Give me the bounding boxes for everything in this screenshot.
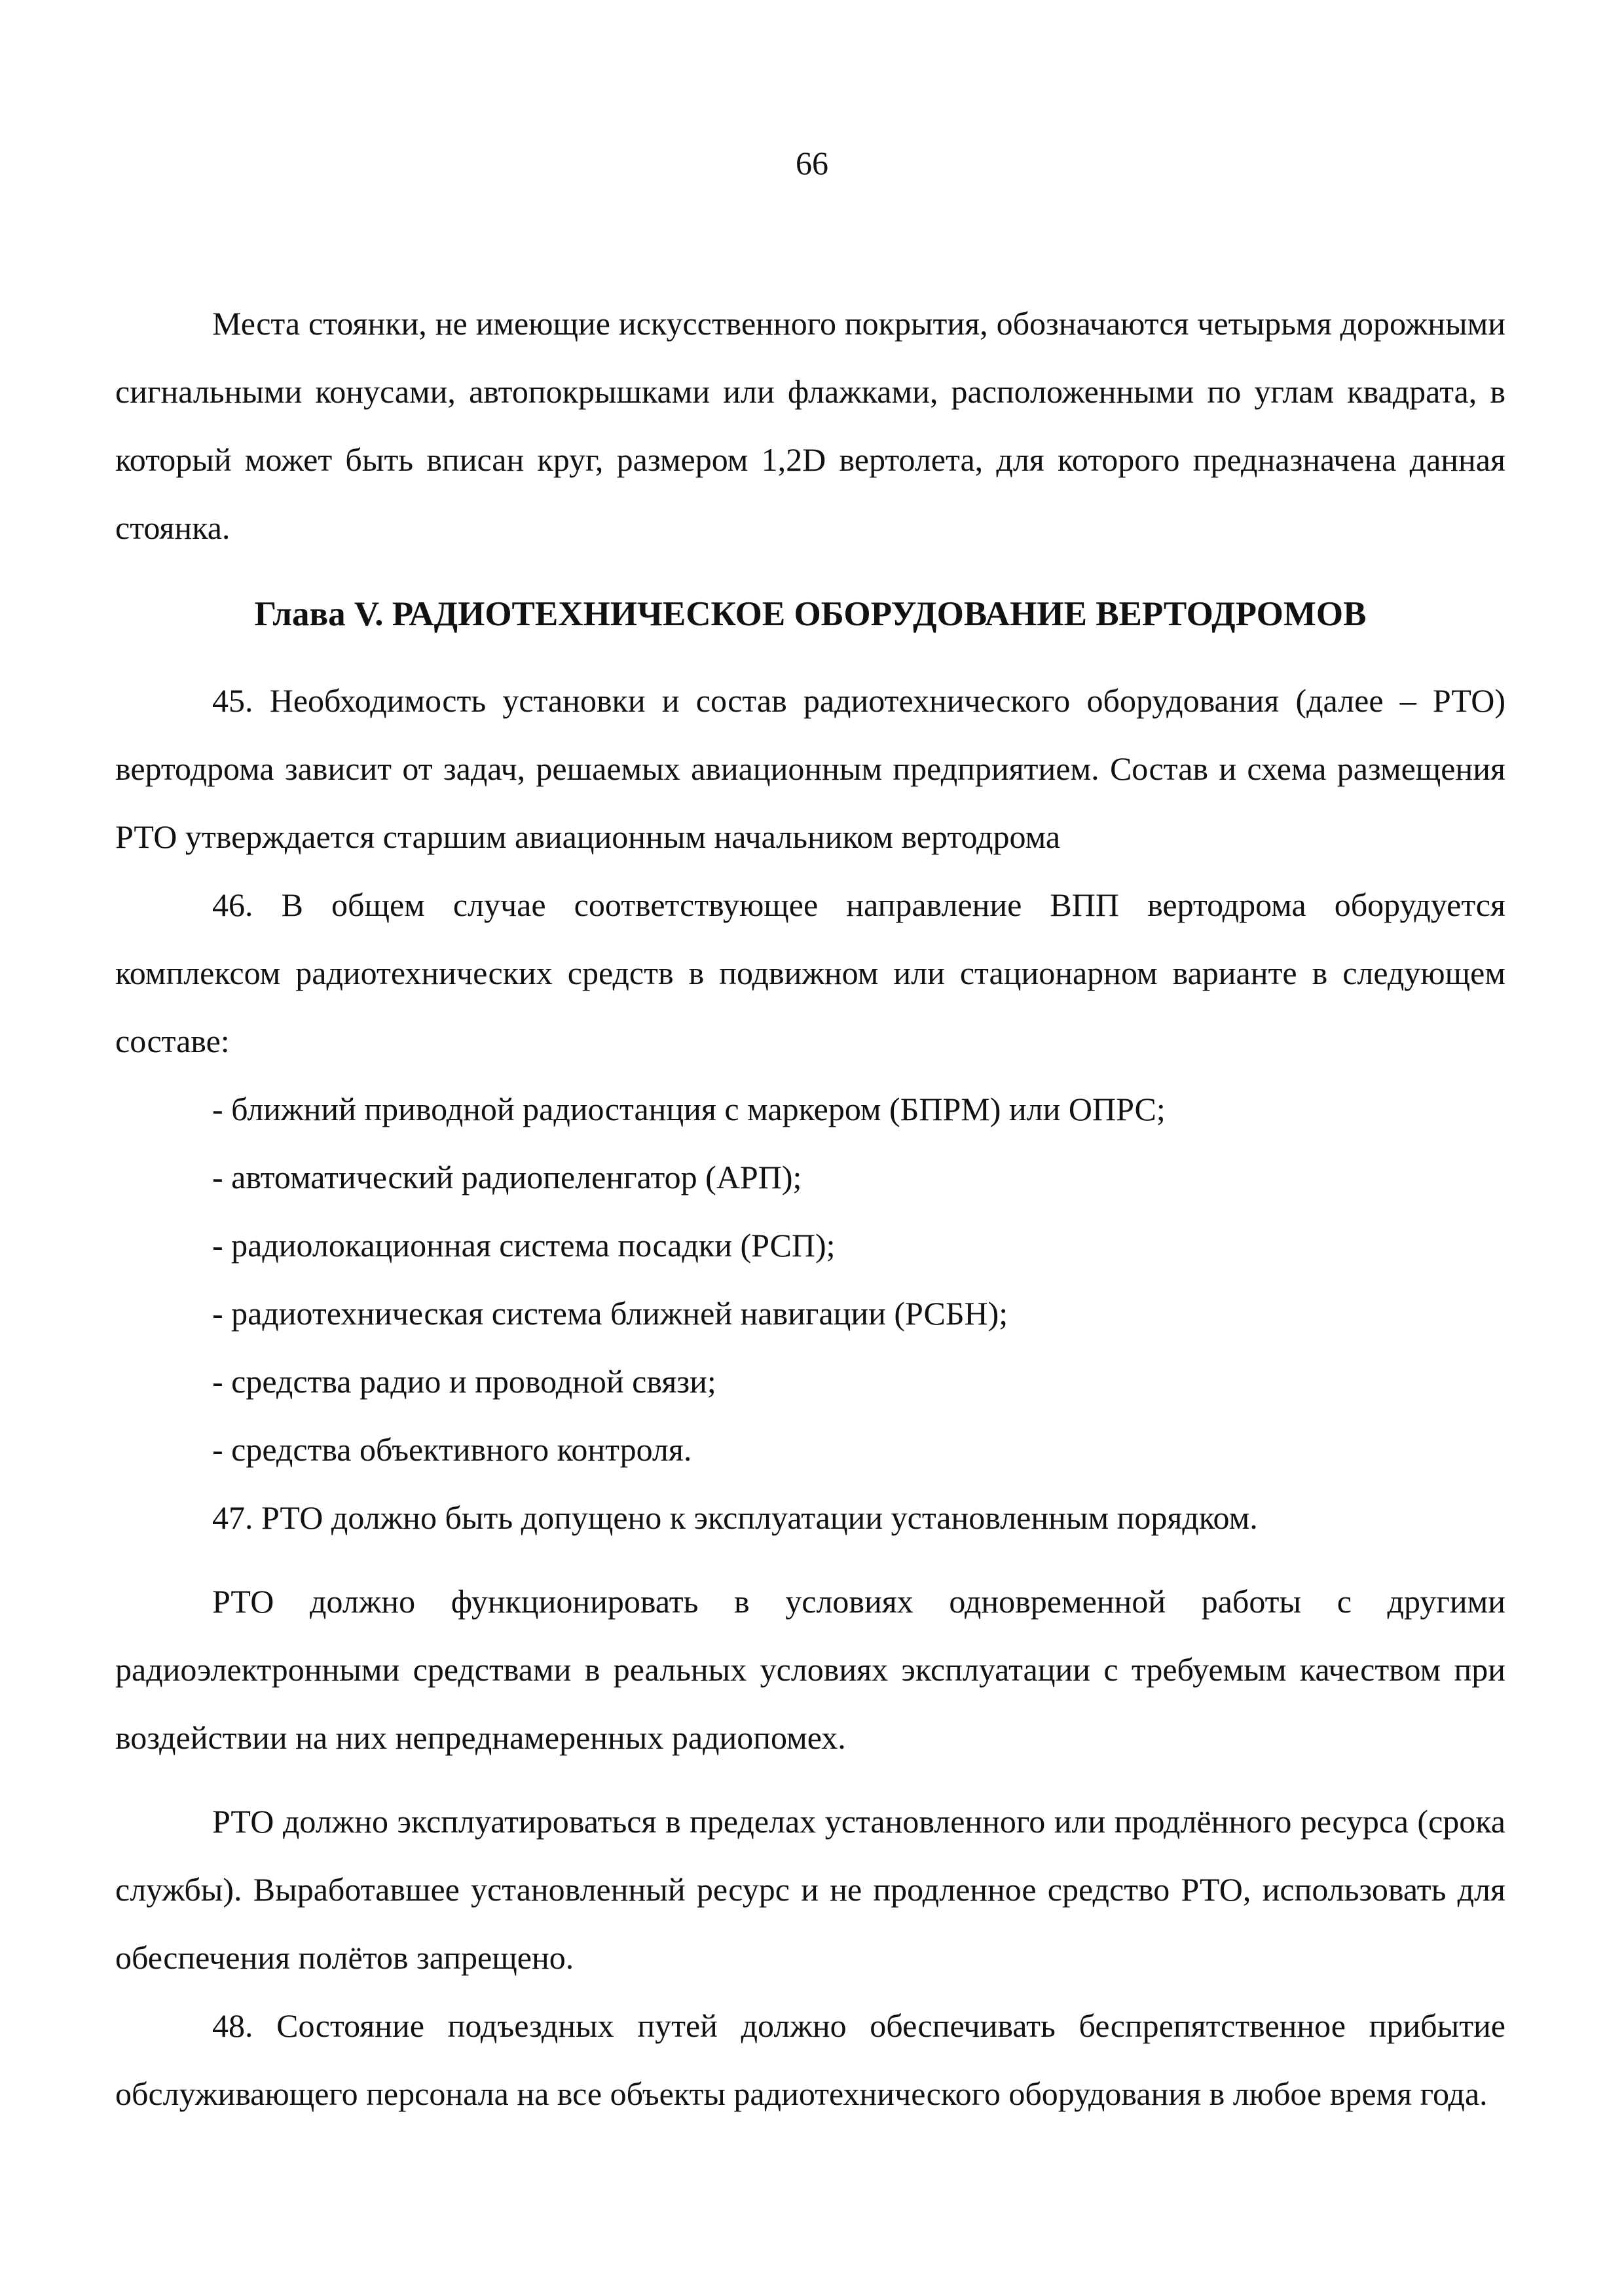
list-item: - средства радио и проводной связи; (212, 1363, 716, 1400)
page-number: 66 (796, 145, 828, 181)
paragraph-47-operation: РТО должно функционировать в условиях одновременной работы с другими радиоэлектронными средствами в реальных условиях эксплуатации с требуемым качеством при воздействии на них непреднамеренных радиопомех. (115, 1583, 1505, 1756)
chapter-title: Глава V. РАДИОТЕХНИЧЕСКОЕ ОБОРУДОВАНИЕ ВЕРТОДРОМОВ (254, 595, 1367, 633)
page-body (115, 289, 1505, 2128)
list-item: - радиолокационная система посадки (РСП); (212, 1227, 836, 1264)
paragraph-45: 45. Необходимость установки и состав радиотехнического оборудования (далее – РТО) вертодрома зависит от задач, решаемых авиационным предприятием. Состав и схема размещения РТО утверждается старшим авиационным начальником вертодрома (115, 682, 1505, 855)
paragraph-47-resource: РТО должно эксплуатироваться в пределах установленного или продлённого ресурса (срока службы). Выработавшее установленный ресурс и не продленное средство РТО, использовать для обеспечения полётов запрещено. (115, 1803, 1505, 1976)
list-item: - ближний приводной радиостанция с маркером (БПРМ) или ОПРС; (212, 1091, 1166, 1127)
paragraph-48: 48. Состояние подъездных путей должно обеспечивать беспрепятственное прибытие обслуживающего персонала на все объекты радиотехнического оборудования в любое время года. (115, 2007, 1505, 2112)
list-item: - радиотехническая система ближней навигации (РСБН); (212, 1295, 1008, 1332)
list-item: - средства объективного контроля. (212, 1431, 692, 1468)
intro-paragraph: Места стоянки, не имеющие искусственного покрытия, обозначаются четырьмя дорожными сигнальными конусами, автопокрышками или флажками, расположенными по углам квадрата, в который может быть вписан круг, размером 1,2D вертолета, для которого предназначена данная стоянка. (115, 305, 1505, 546)
equipment-list (115, 1075, 1505, 1484)
list-item: - автоматический радиопеленгатор (АРП); (212, 1159, 802, 1195)
paragraph-46: 46. В общем случае соответствующее направление ВПП вертодрома оборудуется комплексом радиотехнических средств в подвижном или стационарном варианте в следующем составе: (115, 886, 1505, 1059)
paragraph-47: 47. РТО должно быть допущено к эксплуатации установленным порядком. (212, 1499, 1258, 1536)
